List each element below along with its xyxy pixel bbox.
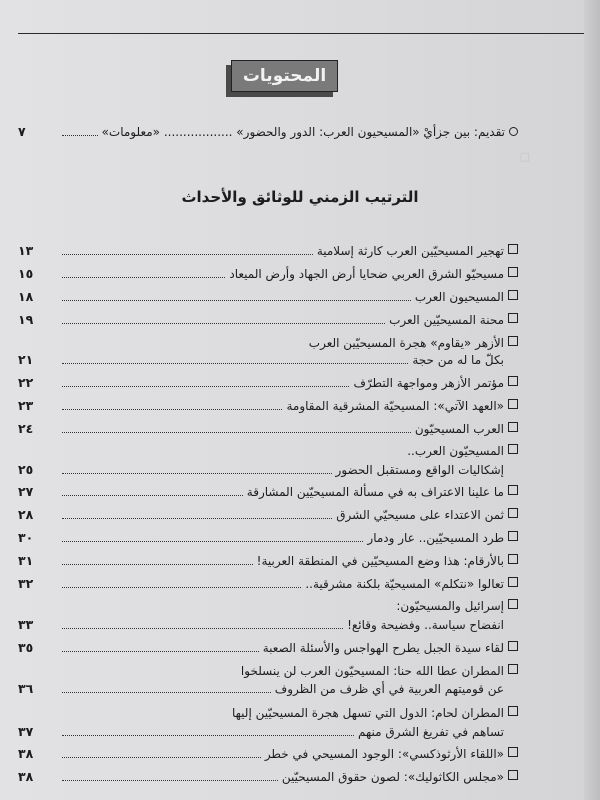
toc-entry[interactable] — [18, 352, 504, 368]
toc-page-number: ٢٤ — [18, 421, 34, 436]
toc-entry-text: المسيحيّون العرب.. — [407, 444, 504, 458]
checkbox-bullet-icon — [508, 577, 518, 587]
toc-page-number: ٢٣ — [18, 398, 34, 413]
toc-entry-text: انفضاح سياسة.. وفضيحة وقائع! — [347, 618, 504, 632]
leader-dots — [62, 691, 271, 693]
leader-dots — [62, 563, 253, 565]
page-title: المحتويات — [231, 60, 338, 92]
toc-page-number: ٢٧ — [18, 484, 34, 499]
toc-page-number: ٣٢ — [18, 576, 34, 591]
toc-entry[interactable] — [62, 598, 518, 614]
leader-dots — [62, 779, 278, 781]
toc-entry-text: طرد المسيحيّين.. عار ودمار — [367, 531, 504, 545]
leader-dots — [62, 362, 408, 364]
intro-page-number: ٧ — [18, 124, 26, 139]
toc-entry-text: محنة المسيحيّين العرب — [389, 313, 504, 327]
toc-entry[interactable] — [62, 663, 518, 679]
toc-entry-text: عن قوميتهم العربية في أي ظرف من الظروف — [274, 682, 504, 696]
leader-dots — [62, 517, 332, 519]
toc-page-number: ٢٢ — [18, 375, 34, 390]
toc-entry-text: تعالوا «نتكلم» المسيحيّة بلكنة مشرقية.. — [305, 577, 504, 591]
checkbox-bullet-icon — [508, 399, 518, 409]
toc-entry-text: الأزهر «يقاوم» هجرة المسيحيّين العرب — [308, 336, 504, 350]
toc-entry-text: إشكاليات الواقع ومستقبل الحضور — [335, 463, 504, 477]
toc-page-number: ١٩ — [18, 312, 34, 327]
toc-entry[interactable] — [18, 769, 518, 785]
toc-page-number: ٣٦ — [18, 681, 34, 696]
toc-page-number: ٢١ — [18, 352, 34, 367]
checkbox-bullet-icon — [508, 336, 518, 346]
leader-dots — [62, 494, 243, 496]
leader-dots — [62, 586, 301, 588]
toc-entry[interactable] — [18, 243, 518, 259]
checkbox-bullet-icon — [508, 706, 518, 716]
leader-dots — [62, 385, 349, 387]
toc-page-number: ٣٨ — [18, 769, 34, 784]
toc-page-number: ٢٨ — [18, 507, 34, 522]
toc-entry[interactable] — [18, 640, 518, 656]
toc-entry-text: لقاء سيدة الجبل يطرح الهواجس والأسئلة الصعبة — [262, 641, 504, 655]
toc-entry-text: مؤتمر الأزهر ومواجهة التطرّف — [353, 376, 504, 390]
toc-page-number: ٣٧ — [18, 724, 34, 739]
checkbox-bullet-icon — [508, 313, 518, 323]
toc-entry[interactable] — [18, 576, 518, 592]
toc-page-number: ٣٥ — [18, 640, 34, 655]
checkbox-bullet-icon — [508, 422, 518, 432]
toc-entry[interactable] — [18, 484, 518, 500]
checkbox-bullet-icon — [508, 267, 518, 277]
leader-dots — [62, 756, 261, 758]
toc-entry[interactable] — [18, 681, 504, 697]
toc-entry-text: «اللقاء الأرثوذكسي»: الوجود المسيحي في خطر — [264, 747, 504, 761]
intro-entry[interactable] — [18, 124, 518, 140]
toc-page-number: ٣٣ — [18, 617, 34, 632]
bleed-through-text: ▢ — [449, 150, 530, 163]
toc-entry[interactable] — [18, 398, 518, 414]
checkbox-bullet-icon — [508, 641, 518, 651]
toc-entry-text: إسرائيل والمسيحيّون: — [396, 599, 504, 613]
toc-page-number: ١٥ — [18, 266, 34, 281]
toc-entry-text: «العهد الآتي»: المسيحيّة المشرقية المقاومة — [286, 399, 504, 413]
toc-entry-text: مسيحيّو الشرق العربي ضحايا أرض الجهاد وأرض الميعاد — [229, 267, 504, 281]
checkbox-bullet-icon — [508, 485, 518, 495]
leader-dots — [62, 408, 282, 410]
toc-page-number: ١٣ — [18, 243, 34, 258]
leader-dots — [62, 650, 259, 652]
toc-entry[interactable] — [18, 553, 518, 569]
checkbox-bullet-icon — [508, 554, 518, 564]
toc-entry[interactable] — [18, 289, 518, 305]
checkbox-bullet-icon — [508, 664, 518, 674]
checkbox-bullet-icon — [508, 531, 518, 541]
section-heading: الترتيب الزمني للوثائق والأحداث — [181, 188, 419, 206]
toc-entry-text: «مجلس الكاثوليك»: لصون حقوق المسيحيّين — [281, 770, 504, 784]
toc-entry[interactable] — [18, 507, 518, 523]
toc-entry-text: المطران لحام: الدول التي تسهل هجرة المسيحيّين إليها — [231, 706, 504, 720]
leader-dots — [62, 431, 411, 433]
checkbox-bullet-icon — [508, 599, 518, 609]
leader-dots — [62, 276, 225, 278]
toc-entry[interactable] — [18, 421, 518, 437]
checkbox-bullet-icon — [508, 747, 518, 757]
page-edge-shadow — [584, 0, 600, 800]
leader-dots — [62, 540, 363, 542]
toc-entry[interactable] — [62, 443, 518, 459]
toc-page-number: ٣١ — [18, 553, 34, 568]
checkbox-bullet-icon — [508, 376, 518, 386]
toc-entry[interactable] — [62, 705, 518, 721]
leader-dots — [62, 627, 343, 629]
toc-entry-text: ما علينا الاعتراف به في مسألة المسيحيّين المشارقة — [246, 485, 504, 499]
leader-dots — [62, 472, 332, 474]
toc-entry[interactable] — [62, 335, 518, 351]
checkbox-bullet-icon — [508, 508, 518, 518]
toc-entry-text: المطران عطا الله حنا: المسيحيّون العرب لن ينسلخوا — [240, 664, 504, 678]
leader-dots — [62, 734, 354, 736]
toc-page-number: ٢٥ — [18, 462, 34, 477]
toc-page-number: ٣٠ — [18, 530, 34, 545]
circle-bullet-icon — [509, 127, 518, 136]
toc-entry[interactable] — [18, 530, 518, 546]
toc-page-number: ١٨ — [18, 289, 34, 304]
checkbox-bullet-icon — [508, 770, 518, 780]
leader-dots — [62, 299, 411, 301]
toc-entry-text: المسيحيون العرب — [414, 290, 504, 304]
checkbox-bullet-icon — [508, 444, 518, 454]
toc-entry[interactable] — [18, 617, 504, 633]
leader-dots — [62, 134, 98, 136]
header-rule — [18, 33, 590, 34]
intro-text: تقديم: بين جزأيْ «المسيحيون العرب: الدور والحضور» .................. «معلومات» — [101, 125, 505, 139]
toc-entry-text: ثمن الاعتداء على مسيحيّي الشرق — [336, 508, 504, 522]
toc-entry[interactable] — [18, 462, 504, 478]
leader-dots — [62, 322, 385, 324]
toc-entry[interactable] — [18, 724, 504, 740]
toc-entry-text: بكلّ ما له من حجة — [412, 353, 504, 367]
toc-entry-text: العرب المسيحيّون — [414, 422, 504, 436]
toc-entry[interactable] — [18, 375, 518, 391]
checkbox-bullet-icon — [508, 290, 518, 300]
toc-entry-text: تهجير المسيحيّين العرب كارثة إسلامية — [316, 244, 504, 258]
toc-page-number: ٣٨ — [18, 746, 34, 761]
toc-entry-text: بالأرقام: هذا وضع المسيحيّين في المنطقة العربية! — [256, 554, 504, 568]
toc-entry-text: تساهم في تفريغ الشرق منهم — [358, 725, 504, 739]
checkbox-bullet-icon — [508, 244, 518, 254]
toc-entry[interactable] — [18, 312, 518, 328]
leader-dots — [62, 253, 313, 255]
toc-entry[interactable] — [18, 266, 518, 282]
toc-entry[interactable] — [18, 746, 518, 762]
